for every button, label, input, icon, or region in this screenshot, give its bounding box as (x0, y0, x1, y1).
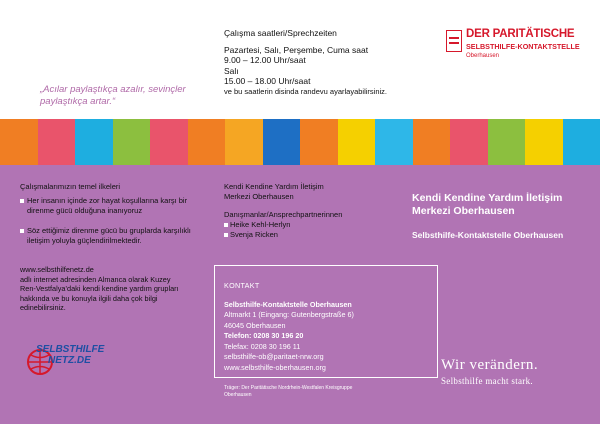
contact-fax: Telefax: 0208 30 196 11 (224, 341, 301, 351)
office-hours-line: Salı (224, 65, 239, 76)
contact-phone: Telefon: 0208 30 196 20 (224, 331, 304, 340)
color-stripe (225, 119, 263, 165)
center-section (224, 182, 404, 240)
paritaetische-logo (446, 28, 596, 68)
sn-logo-line2: NETZ.DE (48, 355, 91, 366)
selbsthilfenetz-logo (26, 342, 106, 378)
office-hours-line: 15.00 – 18.00 Uhr/saat (224, 76, 311, 86)
office-hours (224, 28, 414, 87)
color-stripes (0, 119, 600, 165)
color-stripe (488, 119, 526, 165)
logo-line3: Oberhausen (466, 53, 500, 59)
center-title-line2: Merkezi Oberhausen (224, 192, 294, 201)
office-hours-note: ve bu saatlerin disinda randevu ayarlayabilirsiniz. (224, 87, 388, 96)
web-url[interactable]: www.selbsthilfenetz.de (20, 265, 94, 274)
sn-logo-line1: SELBSTHILFE (36, 344, 105, 355)
contact-name: Selbsthilfe-Kontaktstelle Oberhausen (224, 299, 352, 309)
contact-details (224, 281, 434, 373)
contact-person: Heike Kehl-Herlyn (224, 220, 404, 230)
principle-item: Her insanın içinde zor hayat koşullarına karşı bir direnme gücü olduğuna inanıyoruz (20, 196, 210, 216)
color-stripe (375, 119, 413, 165)
color-stripe (188, 119, 226, 165)
web-info (20, 265, 180, 313)
color-stripe (450, 119, 488, 165)
contact-email[interactable]: selbsthilfe-ob@paritaet-nrw.org (224, 352, 324, 361)
principles-section (20, 182, 210, 256)
logo-line1: DER PARITÄTISCHE (466, 28, 575, 40)
principles-heading: Çalışmalarımızın temel ilkeleri (20, 182, 121, 191)
color-stripe (338, 119, 376, 165)
color-stripe (413, 119, 451, 165)
color-stripe (113, 119, 151, 165)
color-stripe (0, 119, 38, 165)
slogan-line1: Wir verändern. (441, 357, 539, 373)
logo-mark-icon (446, 30, 462, 52)
web-text: adlı internet adresinden Almanca olarak Kuzey Ren-Vestfalya’daki kendi kendine yardım grupları hakkında ve bu konuyla ilgili daha çok bilgi edinebilirsiniz. (20, 274, 179, 312)
color-stripe (263, 119, 301, 165)
logo-line2: SELBSTHILFE-KONTAKTSTELLE (466, 42, 580, 51)
office-hours-line: Pazartesi, Salı, Perşembe, Cuma saat (224, 44, 369, 55)
principle-item: Söz ettiğimiz direnme gücü bu gruplarda karşılıklı iletişim yoluyla güçlendirilmektedir. (20, 226, 210, 246)
slogan-line2: Selbsthilfe macht stark. (441, 376, 533, 386)
right-subtitle: Selbsthilfe-Kontaktstelle Oberhausen (412, 230, 564, 240)
office-hours-line: 9.00 – 12.00 Uhr/saat (224, 55, 306, 65)
contacts-heading: Danışmanlar/Ansprechpartnerinnen (224, 210, 343, 219)
right-title: Kendi Kendine Yardım İletişim Merkezi Oberhausen (412, 192, 563, 217)
color-stripe (563, 119, 600, 165)
center-title-line1: Kendi Kendine Yardım İletişim (224, 182, 324, 191)
color-stripe (300, 119, 338, 165)
color-stripe (150, 119, 188, 165)
contact-address1: Altmarkt 1 (Eingang: Gutenbergstraße 6) (224, 310, 354, 319)
sponsor-note: Träger: Der Paritätische Nordrhein-Westfalen Kreisgruppe Oberhausen (224, 385, 353, 398)
contact-heading: KONTAKT (224, 281, 260, 290)
quote: „Acılar paylaştıkça azalır, sevinçler paylaştıkça artar.“ (40, 84, 186, 107)
color-stripe (38, 119, 76, 165)
office-hours-title: Çalışma saatleri/Sprechzeiten (224, 28, 337, 38)
contact-address2: 46045 Oberhausen (224, 320, 286, 330)
contact-website[interactable]: www.selbsthilfe-oberhausen.org (224, 362, 326, 372)
color-stripe (525, 119, 563, 165)
color-stripe (75, 119, 113, 165)
contact-person: Svenja Ricken (224, 230, 404, 240)
